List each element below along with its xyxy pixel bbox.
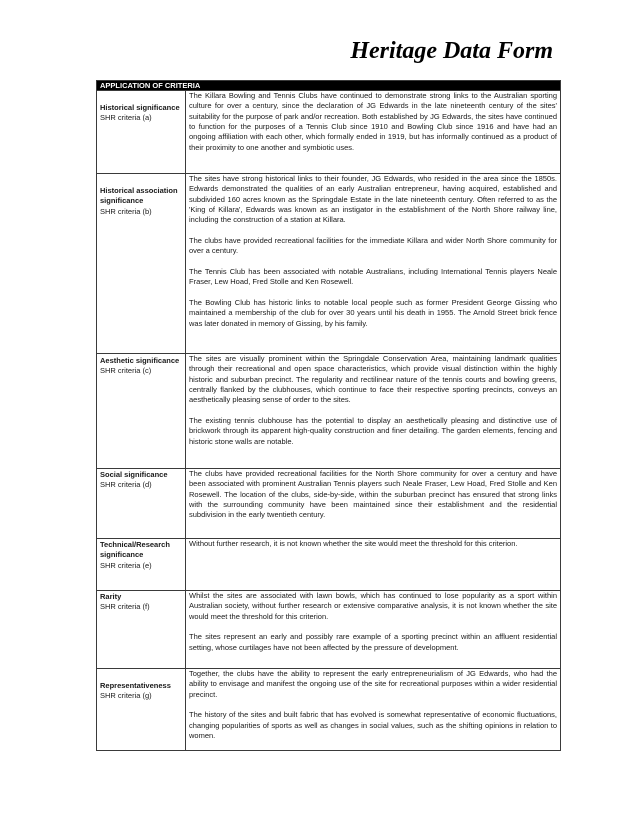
- criterion-content-cell: [186, 669, 561, 751]
- criterion-label-cell: [97, 91, 186, 174]
- criterion-content-cell: [186, 354, 561, 469]
- criterion-paragraph: The sites represent an early and possibly rare example of a sporting precinct within an affluent residential setting, whose curtilages have not been affected by the pressure of development.: [189, 632, 557, 652]
- criterion-name: Historical significance: [100, 103, 180, 112]
- table-row: [97, 469, 561, 539]
- criterion-paragraph: The Bowling Club has historic links to notable local people such as former President George Gissing who maintained a membership of the club for over 30 years until his death in 1955. The Arnold Street brick fence was later donated in memory of Gissing, by his family.: [189, 298, 557, 328]
- criterion-label-cell: [97, 174, 186, 354]
- criterion-paragraph: The clubs have provided recreational facilities for the North Shore community for over a century and have been associated with prominent Australian Tennis players such Neale Fraser, Lew Hoad, Fred Stolle and Ken Rosewell. The location of the clubs, side-by-side, within the suburban precinct has ensured that strong links with the surrounding community have been maintained since their establishment and the residential subdivision in the early twentieth century.: [189, 469, 557, 520]
- criterion-content-cell: [186, 591, 561, 669]
- criterion-label-cell: [97, 469, 186, 539]
- criterion-name: Rarity: [100, 592, 122, 601]
- criterion-code: SHR criteria (g): [100, 691, 152, 701]
- table-header: APPLICATION OF CRITERIA: [97, 81, 561, 91]
- criterion-code: SHR criteria (f): [100, 602, 150, 612]
- table-row: [97, 354, 561, 469]
- criterion-paragraph: The Tennis Club has been associated with notable Australians, including International Tennis players Neale Fraser, Lew Hoad, Fred Stolle and Ken Rosewell.: [189, 267, 557, 287]
- criterion-label-cell: [97, 669, 186, 751]
- criterion-paragraph: The history of the sites and built fabric that has evolved is somewhat representative of economic fluctuations, changing popularities of sports as well as changes in social values, such as the shifting opinions in relation to women.: [189, 710, 557, 741]
- criterion-code: SHR criteria (b): [100, 206, 152, 216]
- criterion-code: SHR criteria (d): [100, 480, 152, 490]
- criterion-paragraph: Without further research, it is not known whether the site would meet the threshold for this criterion.: [189, 539, 518, 548]
- criterion-code: SHR criteria (a): [100, 113, 152, 123]
- criterion-content-cell: [186, 91, 561, 174]
- table-row: [97, 591, 561, 669]
- table-row: [97, 174, 561, 354]
- criterion-content-cell: [186, 174, 561, 354]
- criterion-label-cell: [97, 539, 186, 591]
- criterion-name: Aesthetic significance: [100, 356, 180, 365]
- table-row: [97, 91, 561, 174]
- criterion-paragraph: The clubs have provided recreational facilities for the immediate Killara and wider North Shore community for over a century.: [189, 236, 557, 256]
- criterion-label-cell: [97, 591, 186, 669]
- criterion-name: Historical association significance: [100, 186, 178, 206]
- criterion-paragraph: The Killara Bowling and Tennis Clubs have continued to demonstrate strong links to the Australian sporting culture for over a century, since the declaration of JG Edwards in the late nineteenth century of the sites' suitability for the purpose of park and/or recreation. Both established by JG Edwards, the sites have continued to function for the purposes of a Tennis Club since 1910 and Bowling Club since 1916 and have had an ongoing affiliation with each other, which formally ended in 1919, but has informally continued as a product of their proximity to one another and symbiotic uses.: [189, 91, 557, 152]
- criterion-paragraph: Whilst the sites are associated with lawn bowls, which has continued to lose popularity as a sport within Australian society, without further research or extensive comparative analysis, it is not known whether the site would meet the threshold for this criterion.: [189, 591, 557, 621]
- page-title: Heritage Data Form: [350, 38, 553, 64]
- criterion-paragraph: Together, the clubs have the ability to represent the early entrepreneurialism of JG Edwards, who had the ability to envisage and manifest the ongoing use of the site for recreational purposes within a wider residential precinct.: [189, 669, 557, 699]
- criterion-paragraph: The existing tennis clubhouse has the potential to display an aesthetically pleasing and distinctive use of brickwork through its apparent high-quality construction and finer detailing. The garden elements, fencing and historic stone walls are notable.: [189, 416, 557, 446]
- criterion-name: Social significance: [100, 470, 168, 479]
- criterion-code: SHR criteria (e): [100, 560, 152, 570]
- table-row: [97, 539, 561, 591]
- table-row: [97, 669, 561, 751]
- criterion-paragraph: The sites have strong historical links to their founder, JG Edwards, who resided in the area since the 1850s. Edwards demonstrated the qualities of an early Australian entrepreneur, having acquired, established and subdivided 160 acres known as the Springdale Estate in the late nineteenth century. Often referred to as the 'King of Killara', Edwards was known as an instigator in the establishment of the North Shore railway line, including the construction of a station at Killara.: [189, 174, 557, 225]
- criteria-table: [96, 80, 561, 751]
- table-header-row: [97, 81, 561, 91]
- criterion-code: SHR criteria (c): [100, 366, 152, 376]
- criterion-label-cell: [97, 354, 186, 469]
- criterion-content-cell: [186, 539, 561, 591]
- criterion-paragraph: The sites are visually prominent within the Springdale Conservation Area, maintaining landmark qualities through their recreational and open space characteristics, which provide visual distinction within the highly historic and suburban precinct. The regularity and rectilinear nature of the tennis courts and bowling greens, centrally flanked by the clubhouses, which continue to face their respective sporting precincts, conveys an aesthetically pleasing sense of order to the sites.: [189, 354, 557, 405]
- criterion-name: Representativeness: [100, 681, 171, 690]
- criterion-name: Technical/Research significance: [100, 540, 170, 560]
- criterion-content-cell: [186, 469, 561, 539]
